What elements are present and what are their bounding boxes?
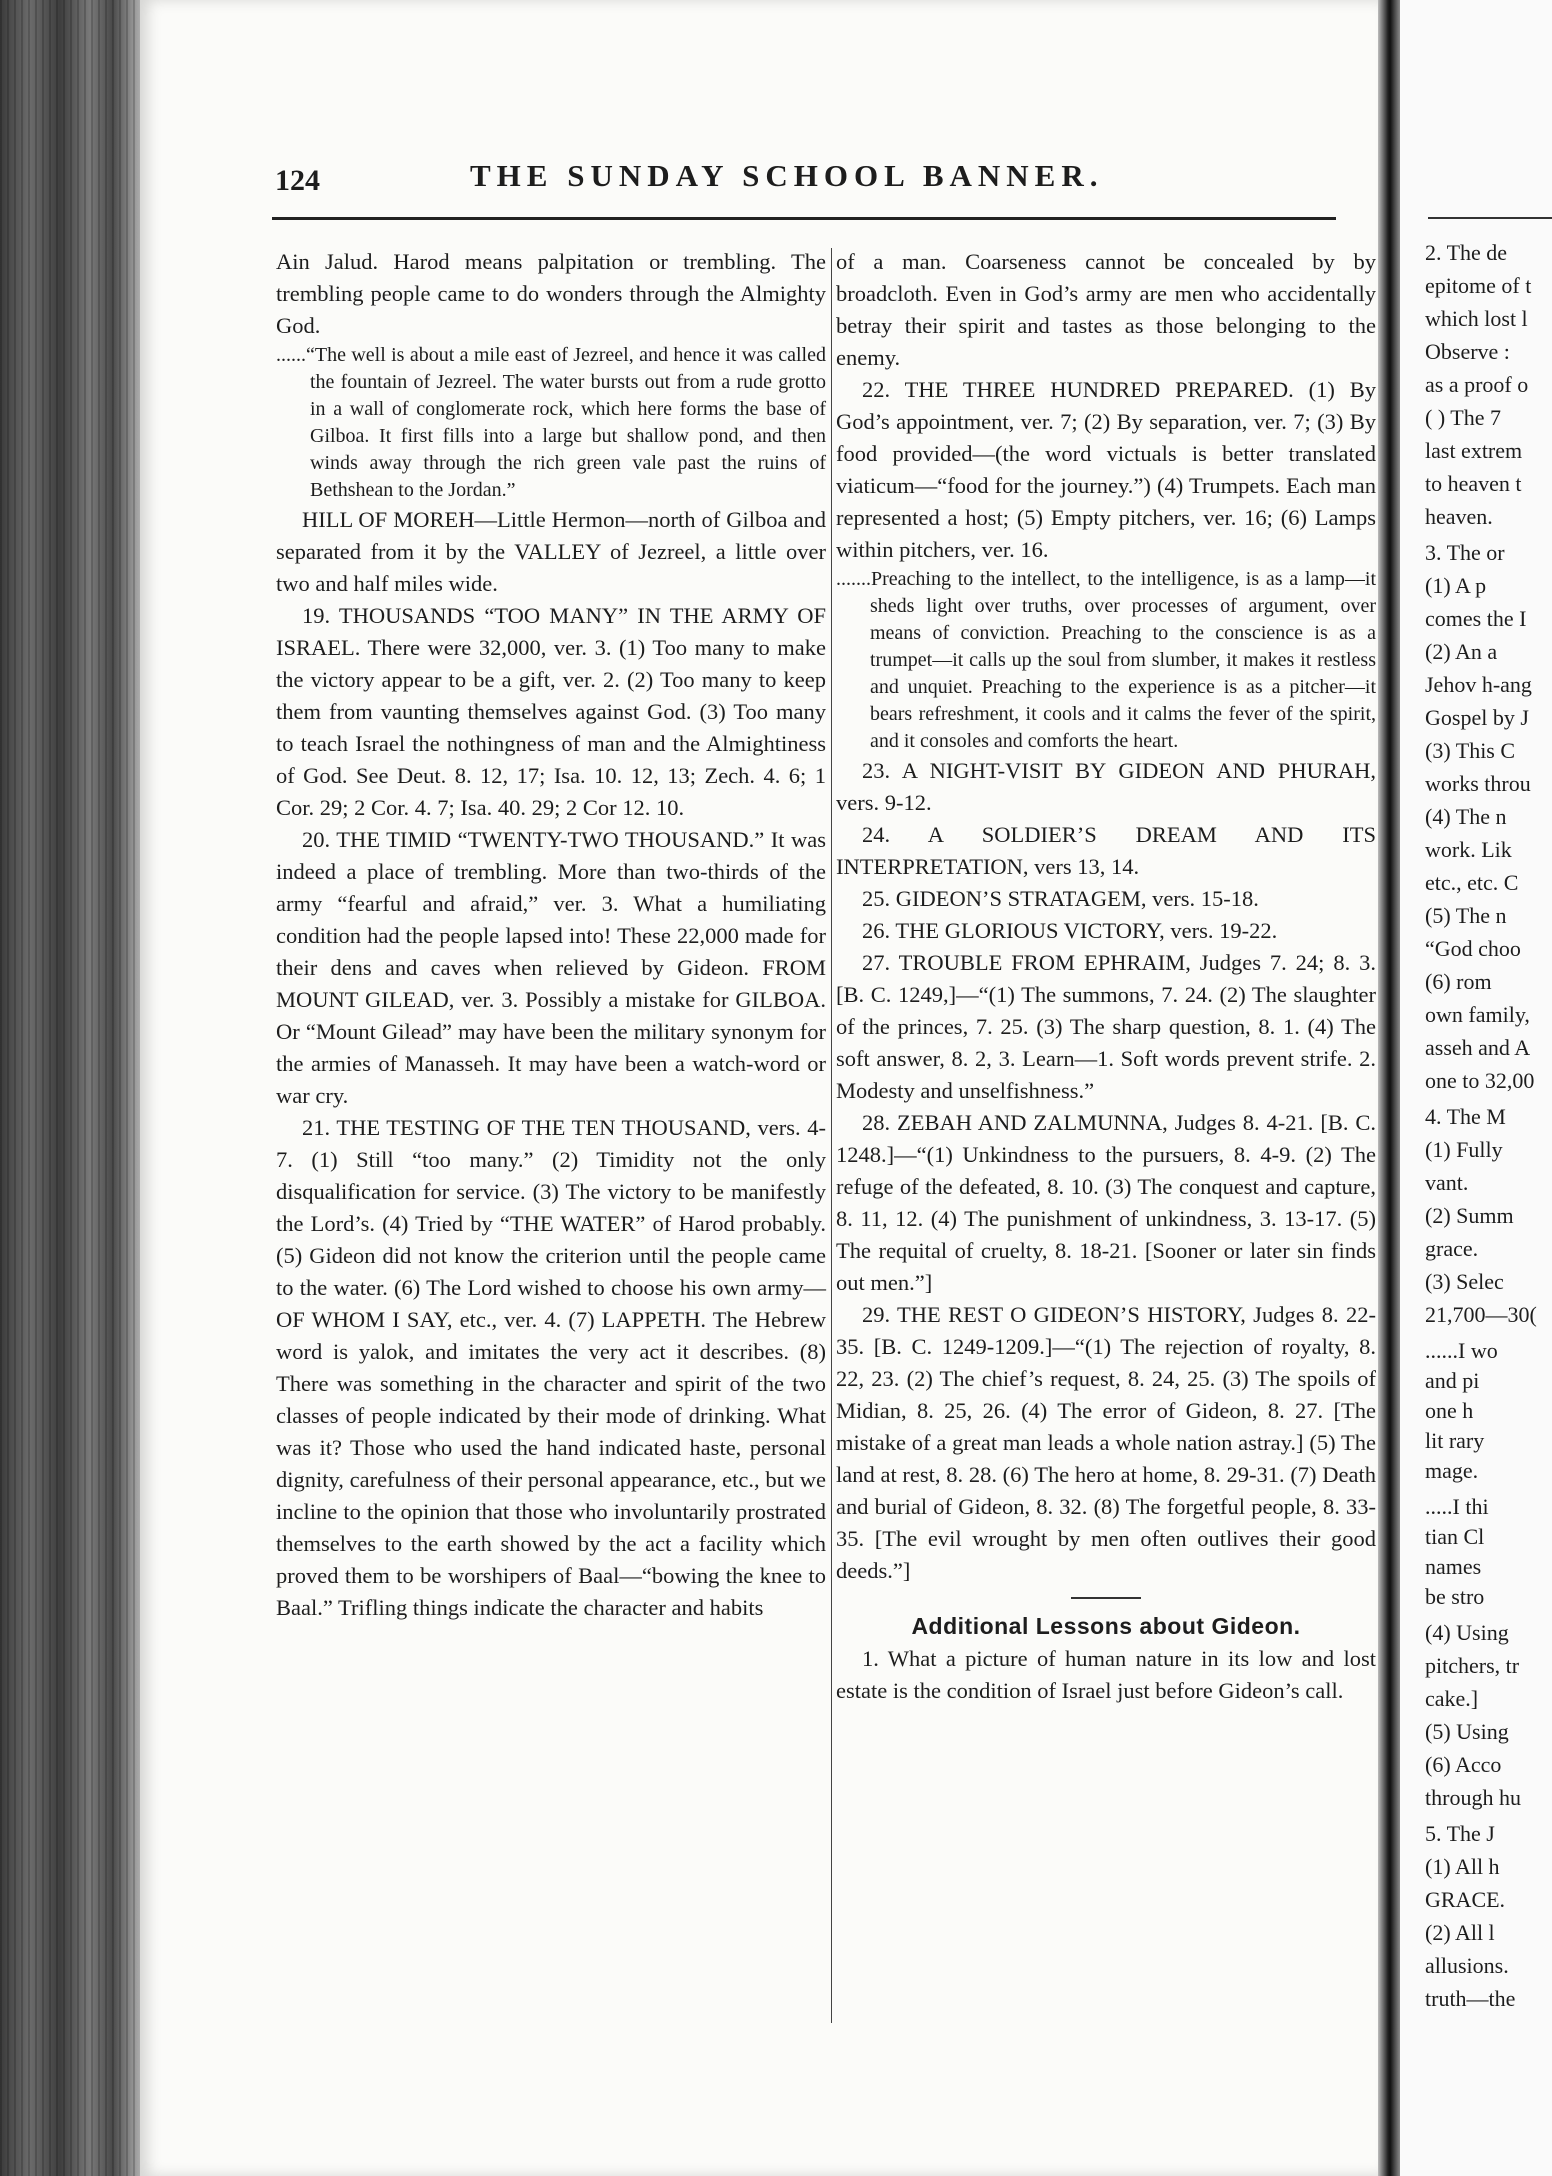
- section-heading: Additional Lessons about Gideon.: [911, 1613, 1301, 1639]
- paragraph: 29. THE REST O GIDEON’S HISTORY, Judges 8. 22-35. [B. C. 1249-1209.]—“(1) The rejection of royalty, 8. 22, 23. (2) The chief’s request, 8. 24, 25. (3) The spoils of Midian, 8. 25, 26. (4) The error of Gideon, 8. 27. [The mistake of a great man leads a whole nation astray.] (5) The land at rest, 8. 28. (6) The hero at home, 8. 29-31. (7) Death and burial of Gideon, 8. 32. (8) The forgetful people, 8. 33-35. [The evil wrought by men often outlives their good deeds.”]: [836, 1302, 1376, 1583]
- facing-page-line: (2) All l: [1425, 1920, 1495, 1945]
- facing-page-line: one to 32,00: [1425, 1068, 1535, 1093]
- facing-page-line: (6) Acco: [1425, 1752, 1502, 1777]
- facing-page-line: (1) All h: [1425, 1854, 1500, 1879]
- facing-page-line: (3) Selec: [1425, 1269, 1504, 1294]
- facing-page-line: Jehov h-ang: [1425, 672, 1532, 697]
- facing-page-line: last extrem: [1425, 438, 1523, 463]
- paragraph: of a man. Coarseness cannot be concealed by by broadcloth. Even in God’s army are men who accidentally betray their spirit and tastes as those belonging to the enemy.: [836, 249, 1376, 370]
- facing-page-line: allusions.: [1425, 1953, 1509, 1978]
- facing-page-line: 3. The or: [1425, 540, 1505, 565]
- paragraph: 1. What a picture of human nature in its low and lost estate is the condition of Israel just before Gideon’s call.: [836, 1646, 1376, 1703]
- facing-page-line: Observe :: [1425, 339, 1510, 364]
- facing-page-line: grace.: [1425, 1236, 1479, 1261]
- facing-page-line: works throu: [1425, 771, 1531, 796]
- facing-page-line: through hu: [1425, 1785, 1521, 1810]
- paragraph: 25. GIDEON’S STRATAGEM, vers. 15-18.: [862, 886, 1259, 911]
- paragraph: 26. THE GLORIOUS VICTORY, vers. 19-22.: [862, 918, 1278, 943]
- facing-page-header-rule: [1428, 217, 1552, 219]
- facing-page-line: (5) The n: [1425, 903, 1507, 928]
- page-edges: [0, 0, 150, 2176]
- facing-page-line: as a proof o: [1425, 372, 1529, 397]
- facing-page-line: 2. The de: [1425, 240, 1508, 265]
- facing-page-line: to heaven t: [1425, 471, 1522, 496]
- paragraph: 20. THE TIMID “TWENTY-TWO THOUSAND.” It was indeed a place of trembling. More than two-thirds of the army “fearful and afraid,” ver. 3. What a humiliating condition had the people lapsed into! These 22,000 made for their dens and caves when relieved by Gideon. FROM MOUNT GILEAD, ver. 3. Possibly a mistake for GILBOA. Or “Mount Gilead” may have been the military synonym for the armies of Manasseh. It may have been a watch-word or war cry.: [276, 827, 826, 1108]
- facing-page-line: tian Cl: [1425, 1524, 1485, 1549]
- facing-page-line: Gospel by J: [1425, 705, 1529, 730]
- facing-page-fragment: [1400, 0, 1552, 2176]
- paragraph: 24. A SOLDIER’S DREAM AND ITS INTERPRETATION, vers 13, 14.: [836, 822, 1376, 879]
- facing-page-line: (1) Fully: [1425, 1137, 1503, 1162]
- paragraph: 27. TROUBLE FROM EPHRAIM, Judges 7. 24; 8. 3. [B. C. 1249,]—“(1) The summons, 7. 24. (2) The slaughter of the princes, 7. 25. (3) The sharp question, 8. 1. (4) The soft answer, 8. 2, 3. Learn—1. Soft words prevent strife. 2. Modesty and unselfishness.”: [836, 950, 1376, 1103]
- facing-page-line: etc., etc. C: [1425, 870, 1519, 895]
- facing-page-line: (6) rom: [1425, 969, 1492, 994]
- book-gutter: [1378, 0, 1400, 2176]
- block-quote: .......Preaching to the intellect, to the intelligence, is as a lamp—it sheds light over truths, over processes of argument, over means of conviction. Preaching to the conscience is as a trumpet—it calls up the soul from slumber, it makes it restless and unquiet. Preaching to the experience is as a pitcher—it bears refreshment, it cools and it calms the fever of the spirit, and it consoles and comforts the heart.: [836, 568, 1376, 752]
- facing-page-line: epitome of t: [1425, 273, 1532, 298]
- facing-page-line: ......I wo: [1425, 1338, 1498, 1363]
- facing-page-line: own family,: [1425, 1002, 1530, 1027]
- facing-page-line: heaven.: [1425, 504, 1493, 529]
- facing-page-line: pitchers, tr: [1425, 1653, 1520, 1678]
- facing-page-line: (3) This C: [1425, 738, 1516, 763]
- text-column-right: [836, 246, 1376, 1707]
- facing-page-line: truth—the: [1425, 1986, 1516, 2011]
- header-rule: [272, 217, 1336, 220]
- paragraph: 28. ZEBAH AND ZALMUNNA, Judges 8. 4-21. [B. C. 1248.]—“(1) Unkindness to the pursuers, 8. 4-9. (2) The refuge of the defeated, 8. 10. (3) The conquest and capture, 8. 11, 12. (4) The punishment of unkindness, 3. 13-17. (5) The requital of cruelty, 8. 18-21. [Sooner or later sin finds out men.”]: [836, 1110, 1376, 1295]
- facing-page-line: 5. The J: [1425, 1821, 1495, 1846]
- facing-page-line: (5) Using: [1425, 1719, 1509, 1744]
- facing-page-line: names: [1425, 1554, 1482, 1579]
- facing-page-line: GRACE.: [1425, 1887, 1506, 1912]
- page-number: 124: [275, 164, 320, 197]
- facing-page-line: (2) Summ: [1425, 1203, 1514, 1228]
- facing-page-line: which lost l: [1425, 306, 1528, 331]
- text-column-left: [276, 246, 826, 1624]
- paragraph: 23. A NIGHT-VISIT BY GIDEON AND PHURAH, vers. 9-12.: [836, 758, 1376, 815]
- publication-title: THE SUNDAY SCHOOL BANNER.: [470, 158, 1104, 193]
- facing-page-line: one h: [1425, 1398, 1474, 1423]
- facing-page-line: “God choo: [1425, 936, 1521, 961]
- facing-page-line: work. Lik: [1425, 837, 1512, 862]
- paragraph: 21. THE TESTING OF THE TEN THOUSAND, vers. 4-7. (1) Still “too many.” (2) Timidity not the only disqualification for service. (3) The victory to be manifestly the Lord’s. (4) Tried by “THE WATER” of Harod probably. (5) Gideon did not know the criterion until the people came to the water. (6) The Lord wished to choose his own army—OF WHOM I SAY, etc., ver. 4. (7) LAPPETH. The Hebrew word is yalok, and imitates the very act it describes. (8) There was something in the character and spirit of the two classes of people indicated by their mode of drinking. What was it? Those who used the hand indicated haste, personal dignity, carefulness of their personal appearance, etc., but we incline to the opinion that those who involuntarily prostrated themselves to the earth showed by the act a facility which proved them to be worshipers of Baal—“bowing the knee to Baal.” Trifling things indicate the character and habits: [276, 1115, 826, 1620]
- paragraph: 22. THE THREE HUNDRED PREPARED. (1) By God’s appointment, ver. 7; (2) By separation, ver. 7; (3) By food provided—(the word victuals is better translated viaticum—“food for the journey.”) (4) Trumpets. Each man represented a host; (5) Empty pitchers, ver. 16; (6) Lamps within pitchers, ver. 16.: [836, 377, 1376, 562]
- facing-page-line: and pi: [1425, 1368, 1480, 1393]
- facing-page-line: (2) An a: [1425, 639, 1498, 664]
- facing-page-line: mage.: [1425, 1458, 1479, 1483]
- facing-page-line: lit rary: [1425, 1428, 1485, 1453]
- facing-page-line: cake.]: [1425, 1686, 1479, 1711]
- facing-page-line: (4) The n: [1425, 804, 1507, 829]
- facing-page-line: (4) Using: [1425, 1620, 1509, 1645]
- facing-page-line: 21,700—30(: [1425, 1302, 1537, 1327]
- paragraph: 19. THOUSANDS “TOO MANY” IN THE ARMY OF ISRAEL. There were 32,000, ver. 3. (1) Too many to make the victory appear to be a gift, ver. 2. (2) Too many to keep them from vaunting themselves against God. (3) Too many to teach Israel the nothingness of man and the Almightiness of God. See Deut. 8. 12, 17; Isa. 10. 12, 13; Zech. 4. 6; 1 Cor. 29; 2 Cor. 4. 7; Isa. 40. 29; 2 Cor 12. 10.: [276, 603, 826, 820]
- paragraph: HILL OF MOREH—Little Hermon—north of Gilboa and separated from it by the VALLEY of Jezreel, a little over two and half miles wide.: [276, 507, 826, 596]
- facing-page-line: be stro: [1425, 1584, 1485, 1609]
- facing-page-line: vant.: [1425, 1170, 1469, 1195]
- paragraph: Ain Jalud. Harod means palpitation or trembling. The trembling people came to do wonders through the Almighty God.: [276, 249, 826, 338]
- facing-page-line: (1) A p: [1425, 573, 1487, 598]
- facing-page-line: ( ) The 7: [1425, 405, 1501, 430]
- facing-page-line: comes the I: [1425, 606, 1527, 631]
- facing-page-line: 4. The M: [1425, 1104, 1506, 1129]
- facing-page-line: asseh and A: [1425, 1035, 1531, 1060]
- column-divider: [831, 248, 832, 2023]
- section-separator: [1071, 1597, 1141, 1599]
- block-quote: ......“The well is about a mile east of Jezreel, and hence it was called the fountain of Jezreel. The water bursts out from a rude grotto in a wall of conglomerate rock, which here forms the base of Gilboa. It first fills into a large but shallow pond, and then winds away through the rich green vale past the ruins of Bethshean to the Jordan.”: [276, 344, 826, 501]
- page-header: [275, 158, 1355, 218]
- facing-page-line: .....I thi: [1425, 1494, 1489, 1519]
